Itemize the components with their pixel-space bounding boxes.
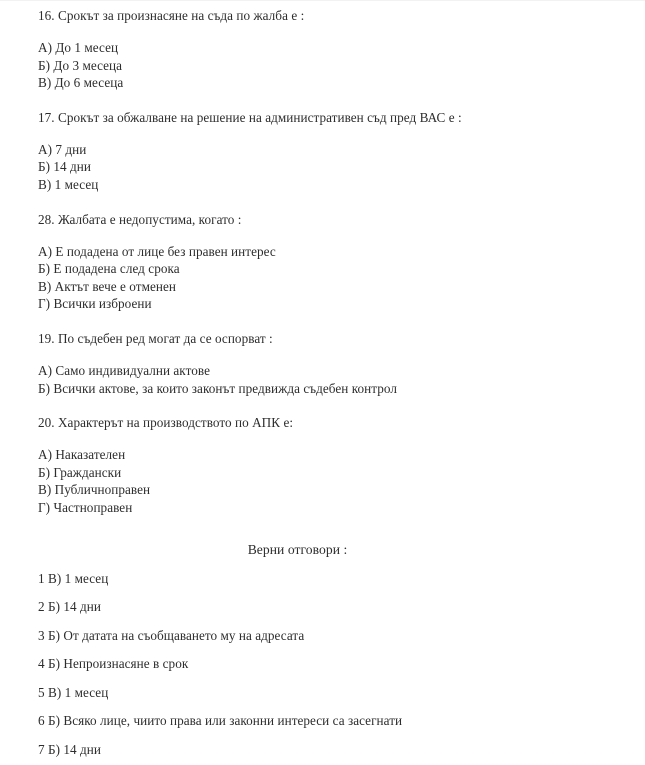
option-item: А) До 1 месец <box>38 40 119 55</box>
option-list-17 <box>38 141 635 194</box>
option-item: Б) До 3 месеца <box>38 57 123 73</box>
option-item: В) Публичноправен <box>38 482 151 498</box>
answers-section <box>38 541 635 765</box>
question-block-28 <box>38 212 635 313</box>
spacer <box>38 23 635 39</box>
question-block-19 <box>38 331 635 397</box>
option-list-19 <box>38 362 635 397</box>
option-list-16 <box>38 39 635 92</box>
spacer <box>38 430 635 446</box>
question-stem-19: 19. По съдебен ред могат да се оспорват : <box>38 330 273 346</box>
spacer <box>38 517 635 541</box>
option-item: Б) Всички актове, за които законът предвижда съдебен контрол <box>38 380 397 396</box>
option-item: Г) Всички изброени <box>38 296 152 312</box>
option-item: А) Наказателен <box>38 447 126 463</box>
spacer <box>38 227 635 243</box>
option-item: В) 1 месец <box>38 176 99 192</box>
option-item: Б) Граждански <box>38 464 122 480</box>
answer-row: 3 Б) От датата на съобщаването му на адресата <box>38 627 305 643</box>
answer-row: 5 В) 1 месец <box>38 684 109 700</box>
spacer <box>38 1 635 8</box>
spacer <box>38 313 635 331</box>
option-item: Г) Частноправен <box>38 499 133 515</box>
spacer <box>38 346 635 362</box>
answer-row: 6 Б) Всяко лице, чиито права или законни интереси са засегнати <box>38 713 403 729</box>
option-item: А) Е подадена от лице без правен интерес <box>38 243 276 259</box>
spacer <box>38 397 635 415</box>
answer-row: 7 Б) 14 дни <box>38 742 102 758</box>
spacer <box>38 125 635 141</box>
question-stem-28: 28. Жалбата е недопустима, когато : <box>38 211 242 227</box>
question-block-20 <box>38 415 635 516</box>
option-item: Б) 14 дни <box>38 159 92 175</box>
option-item: А) Само индивидуални актове <box>38 362 210 378</box>
answer-row: 4 Б) Непроизнасяне в срок <box>38 656 189 672</box>
option-item: А) 7 дни <box>38 141 87 157</box>
question-stem-16: 16. Срокът за произнасяне на съда по жалба е : <box>38 8 305 23</box>
answers-list <box>38 565 635 765</box>
answers-heading: Верни отговори : <box>247 541 348 557</box>
option-item: В) До 6 месеца <box>38 75 124 91</box>
option-item: Б) Е подадена след срока <box>38 261 180 277</box>
question-stem-17: 17. Срокът за обжалване на решение на административен съд пред ВАС е : <box>38 109 462 125</box>
spacer <box>38 194 635 212</box>
option-list-28 <box>38 243 635 313</box>
question-block-17 <box>38 110 635 194</box>
option-item: В) Актът вече е отменен <box>38 278 176 294</box>
question-stem-20: 20. Характерът на производството по АПК е: <box>38 415 294 431</box>
option-list-20 <box>38 446 635 516</box>
spacer <box>38 92 635 110</box>
answer-row: 2 Б) 14 дни <box>38 599 102 615</box>
document-body <box>38 1 635 765</box>
answer-row: 1 В) 1 месец <box>38 570 109 586</box>
question-block-16 <box>38 1 635 92</box>
